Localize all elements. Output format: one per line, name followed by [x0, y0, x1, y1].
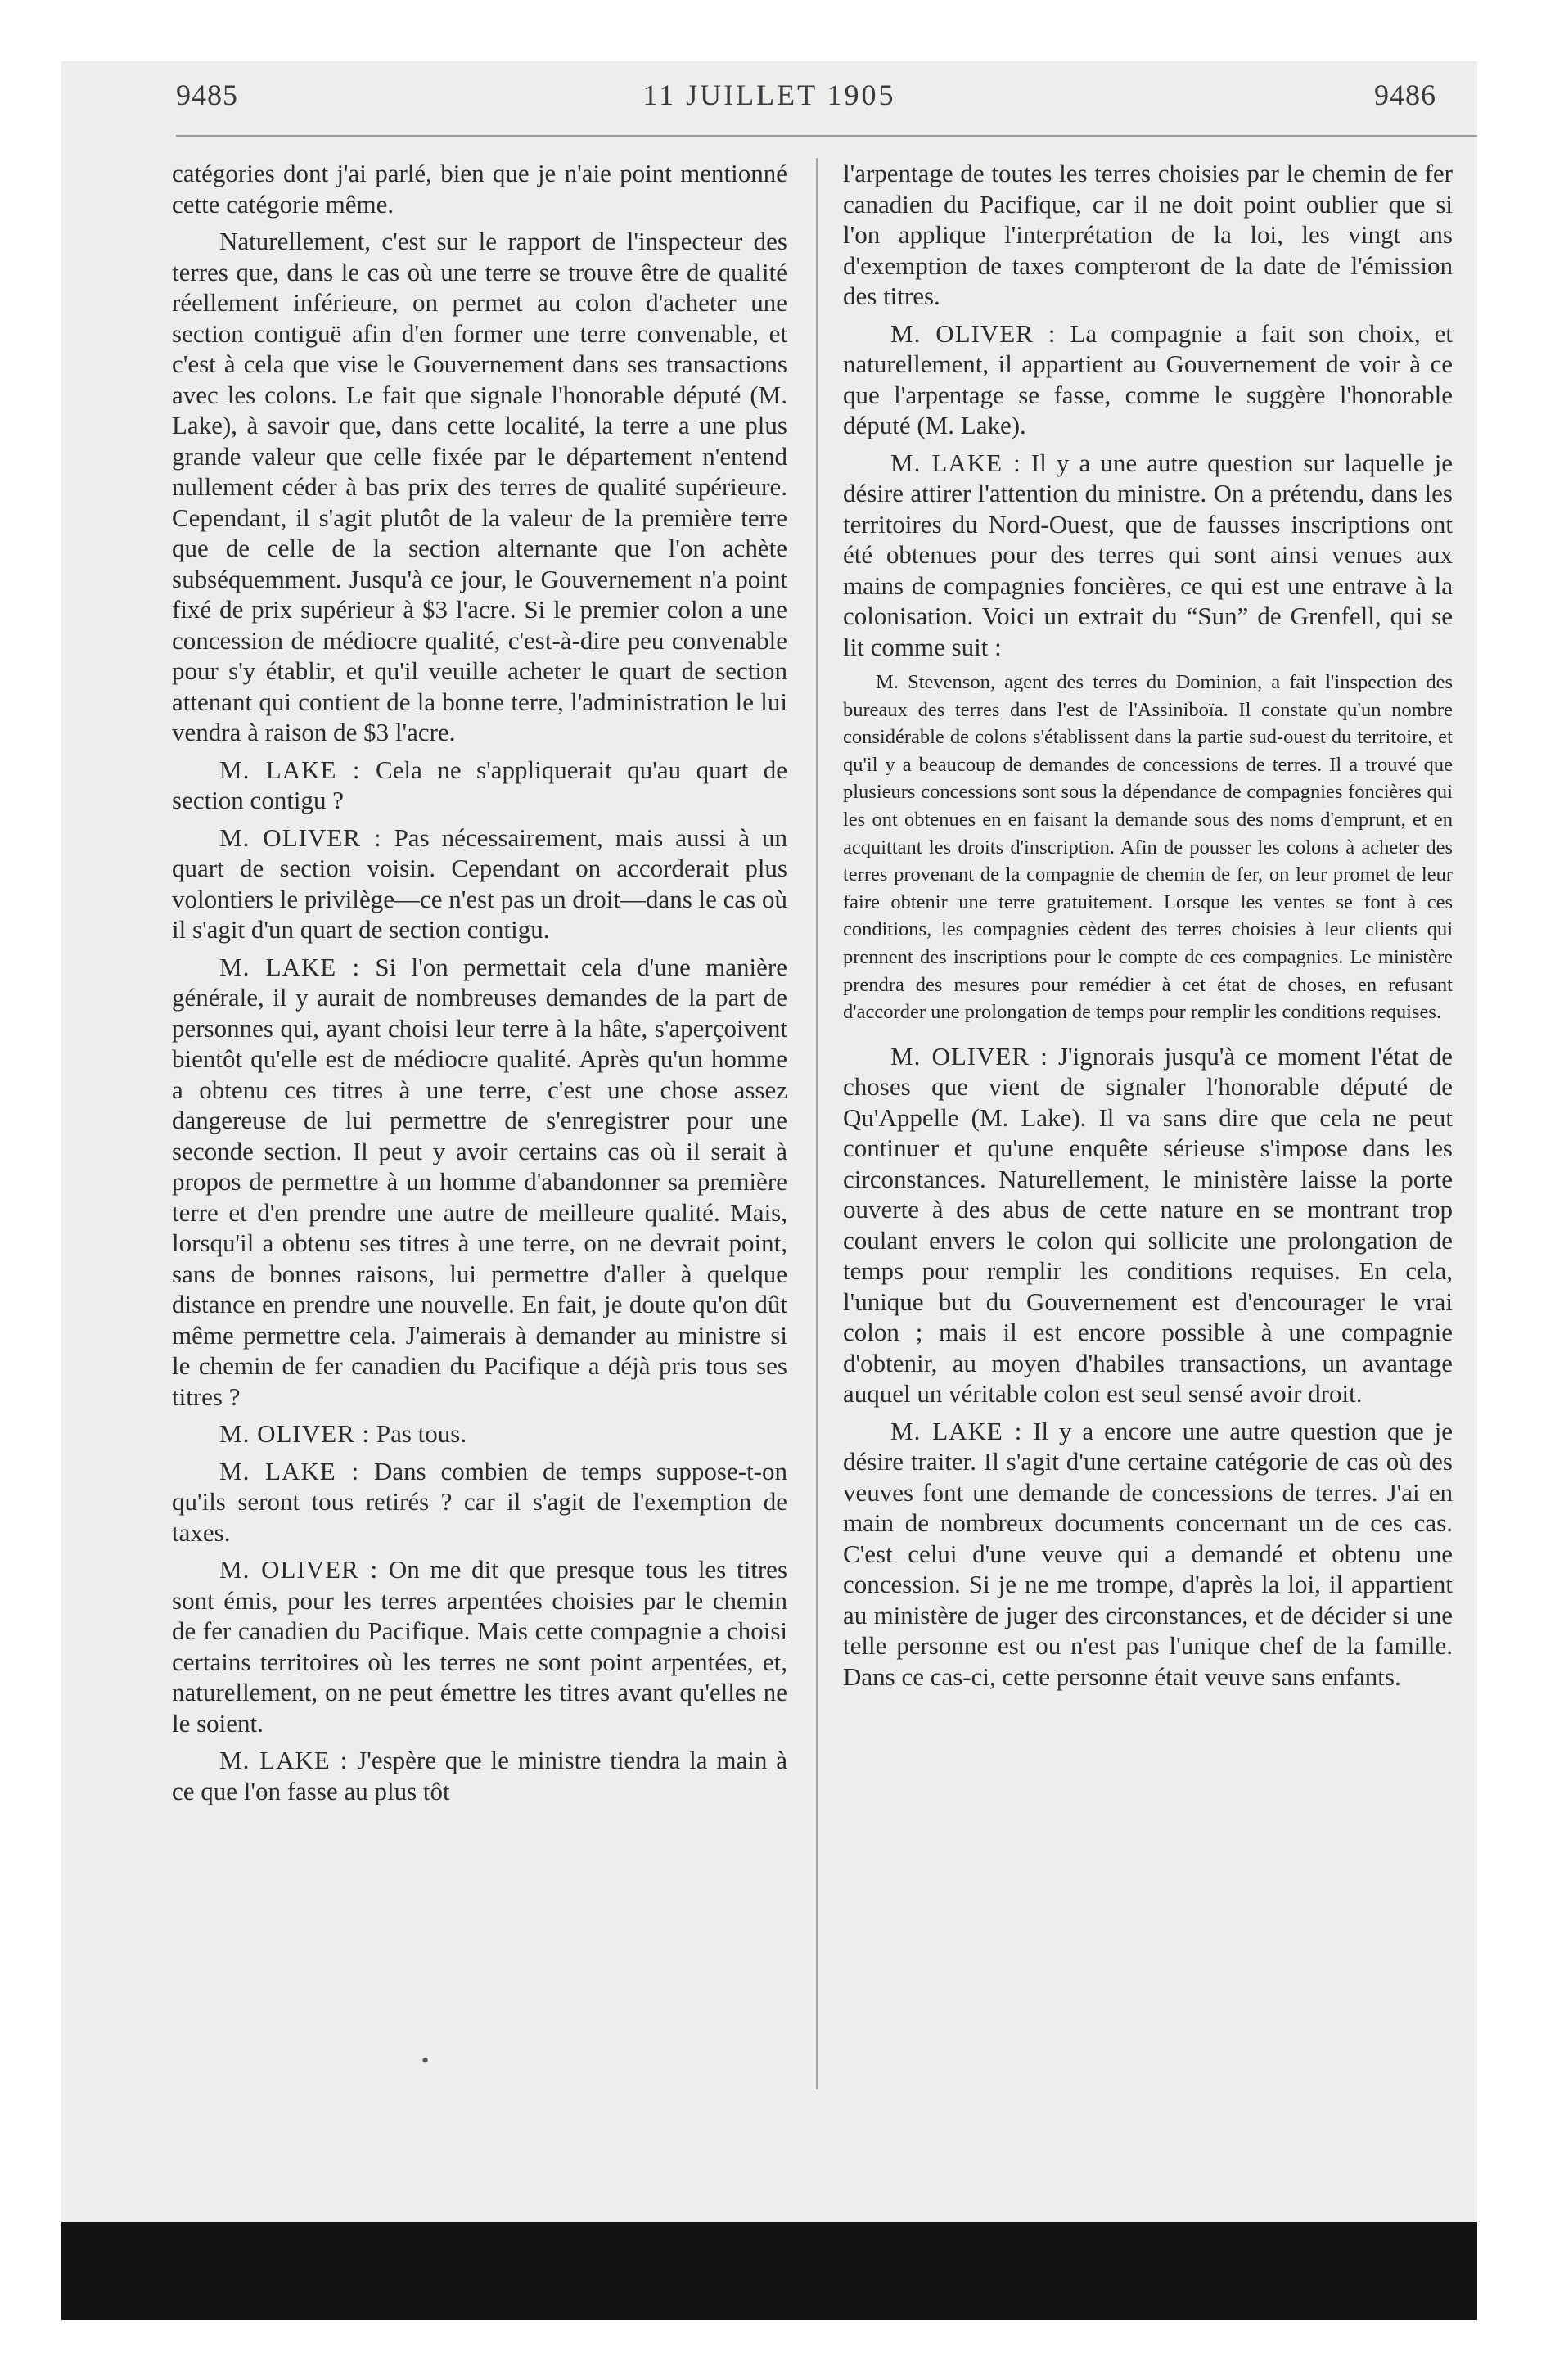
speech-text: Cela ne s'appliquerait qu'au quart de section contigu ?	[172, 755, 788, 814]
paragraph-text: l'arpentage de toutes les terres choisies par le chemin de fer canadien du Pacifique, car il ne doit point oublier que si l'on applique l'interprétation de la loi, les vingt ans d'exemption de taxes compteront de la date de l'émission des titres.	[843, 159, 1453, 310]
left-column	[172, 158, 787, 1813]
speaker-name: M. LAKE :	[890, 448, 1021, 477]
speaker-name: M. LAKE :	[219, 952, 361, 981]
speech-paragraph	[172, 952, 787, 1413]
quoted-extract	[843, 669, 1453, 1026]
speech-text: Pas nécessairement, mais aussi à un quart de section voisin. Cependant on accorderait plus volontiers le privilège—ce n'est pas un droit—dans le cas où il s'agit d'un quart de section contigu.	[172, 823, 788, 944]
speaker-name: M. LAKE :	[890, 1416, 1023, 1445]
speech-paragraph	[843, 448, 1453, 663]
speech-text: Dans combien de temps suppose-t-on qu'ils seront tous retirés ? car il s'agit de l'exemption de taxes.	[172, 1456, 788, 1547]
header-rule	[176, 135, 1477, 137]
speaker-name: M. LAKE :	[219, 1456, 360, 1485]
speech-text: Pas tous.	[376, 1419, 467, 1448]
speech-text: J'espère que le ministre tiendra la main à ce que l'on fasse au plus tôt	[172, 1746, 787, 1805]
header-date: 11 JUILLET 1905	[642, 79, 896, 111]
speech-text: Si l'on permettait cela d'une manière générale, il y aurait de nombreuses demandes de la part de personnes qui, ayant choisi leur terre à la hâte, s'aperçoivent bientôt qu'elle est de médiocre qualité. Après qu'un homme a obtenu ces titres à une terre, c'est une chose assez dangereuse de lui permettre de s'enregistrer pour une seconde section. Il peut y avoir certains cas où il serait à propos de permettre à un homme d'abandonner sa première terre et d'en prendre une autre de meilleure qualité. Mais, lorsqu'il a obtenu ses titres à une terre, on ne devrait point, sans de bonnes raisons, lui permettre d'aller à quelque distance en prendre une nouvelle. En fait, je doute qu'on dût même permettre cela. J'aimerais à demander au ministre si le chemin de fer canadien du Pacifique a déjà pris tous ses titres ?	[172, 952, 788, 1411]
speech-text: On me dit que presque tous les titres sont émis, pour les terres arpentées choisies par le chemin de fer canadien du Pacifique. Mais cette compagnie a choisi certains territoires où les terres ne sont point arpentées, et, naturellement, on ne peut émettre les titres avant qu'elles ne le soient.	[172, 1555, 788, 1738]
speech-paragraph	[843, 1416, 1453, 1693]
speaker-name: M. OLIVER :	[890, 1041, 1048, 1071]
continued-paragraph	[172, 158, 787, 219]
speech-paragraph	[843, 318, 1453, 441]
speech-paragraph	[172, 1554, 787, 1738]
speaker-name: M. OLIVER :	[890, 318, 1057, 348]
paragraph-text: Naturellement, c'est sur le rapport de l'inspecteur des terres que, dans le cas où une terre se trouve être de qualité réellement inférieure, on permet au colon d'acheter une section contiguë afin d'en former une terre convenable, et c'est à cela que vise le Gouvernement dans ses transactions avec les colons. Le fait que signale l'honorable député (M. Lake), à savoir que, dans cette localité, la terre a une plus grande valeur que celle fixée par le département n'entend nullement céder à bas prix des terres de qualité supérieure. Cependant, il s'agit plutôt de la valeur de la première terre que de celle de la section alternante que l'on achète subséquemment. Jusqu'à ce jour, le Gouvernement n'a point fixé de prix supérieur à $3 l'acre. Si le premier colon a une concession de médiocre qualité, c'est-à-dire peu convenable pour s'y établir, et qu'il veuille acheter le quart de section attenant qui contient de la bonne terre, l'administration le lui vendra à raison de $3 l'acre.	[172, 227, 787, 746]
continued-paragraph	[843, 158, 1453, 312]
newspaper-page	[61, 61, 1477, 2222]
speech-text: Il y a une autre question sur laquelle je désire attirer l'attention du ministre. On a prétendu, dans les territoires du Nord-Ouest, que de fausses inscriptions ont été obtenues pour des terres qui sont ainsi venues aux mains de compagnies foncières, ce qui est une entrave à la colonisation. Voici un extrait du “Sun” de Grenfell, qui se lit comme suit :	[843, 448, 1454, 661]
speaker-name: M. LAKE :	[219, 755, 361, 784]
scan-bottom-band	[61, 2222, 1477, 2320]
speaker-name: M. OLIVER :	[219, 823, 382, 852]
speech-paragraph	[172, 1418, 787, 1449]
speech-paragraph	[172, 755, 787, 816]
quote-text: M. Stevenson, agent des terres du Dominion, a fait l'inspection des bureaux des terres dans l'est de l'Assiniboïa. Il constate qu'un nombre considérable de colons s'établissent dans la partie sud-ouest du territoire, et qu'il y a beaucoup de demandes de concessions de terres. Il a trouvé que plusieurs concessions sont sous la dépendance de compagnies foncières qui les ont obtenues en en faisant la demande sous des noms d'emprunt, et en acquittant les droits d'inscription. Afin de pousser les colons à acheter des terres provenant de la compagnie de chemin de fer, on leur promet de leur faire obtenir une terre gratuitement. Lorsque les ventes se font à ces conditions, les compagnies cèdent des terres choisies à leur clients qui prennent des inscriptions pour le compte de ces compagnies. Le ministère prendra des mesures pour remédier à cet état de choses, en refusant d'accorder une prolongation de temps pour remplir les conditions requises.	[843, 671, 1453, 1024]
page-number-left: 9485	[176, 79, 238, 111]
scan-margin-left	[0, 0, 61, 2380]
speaker-name: M. OLIVER :	[219, 1555, 379, 1584]
speaker-name: M. LAKE :	[219, 1746, 349, 1774]
right-column	[843, 158, 1453, 1698]
paragraph-text: catégories dont j'ai parlé, bien que je n'aie point mentionné cette catégorie même.	[172, 159, 787, 219]
column-divider	[816, 158, 818, 2089]
speech-paragraph	[172, 1745, 787, 1806]
speech-paragraph	[172, 823, 787, 945]
speech-paragraph	[172, 1456, 787, 1548]
speech-text: J'ignorais jusqu'à ce moment l'état de choses que vient de signaler l'honorable député de Qu'Appelle (M. Lake). Il va sans dire que cela ne peut continuer et qu'une enquête sérieuse s'impose dans les circonstances. Naturellement, le ministère laisse la porte ouverte à des abus de cette nature en se montrant trop coulant envers le colon qui sollicite une prolongation de temps pour remplir les conditions requises. En cela, l'unique but du Gouvernement est d'encourager le vrai colon ; mais il est encore possible à une compagnie d'obtenir, au moyen d'habiles transactions, un avantage auquel un véritable colon est seul sensé avoir droit.	[843, 1041, 1453, 1409]
paragraph	[172, 226, 787, 748]
speech-text: Il y a encore une autre question que je désire traiter. Il s'agit d'une certaine catégorie de cas où des veuves font une demande de concessions de terres. J'ai en main de nombreux documents concernant un de ces cas. C'est celui d'une veuve qui a demandé et obtenu une concession. Si je ne me trompe, d'après la loi, il appartient au ministère de juger des circonstances, et de décider si une telle personne est ou n'est pas l'unique chef de la famille. Dans ce cas-ci, cette personne était veuve sans enfants.	[843, 1416, 1453, 1691]
speech-text: La compagnie a fait son choix, et naturellement, il appartient au Gouvernement de voir à ce que l'arpentage se fasse, comme le suggère l'honorable député (M. Lake).	[843, 318, 1454, 439]
speaker-name: M. OLIVER :	[219, 1419, 371, 1448]
ink-dot: •	[421, 2049, 430, 2072]
page-number-right: 9486	[1374, 79, 1436, 111]
speech-paragraph	[843, 1041, 1453, 1409]
page-header	[61, 70, 1477, 119]
